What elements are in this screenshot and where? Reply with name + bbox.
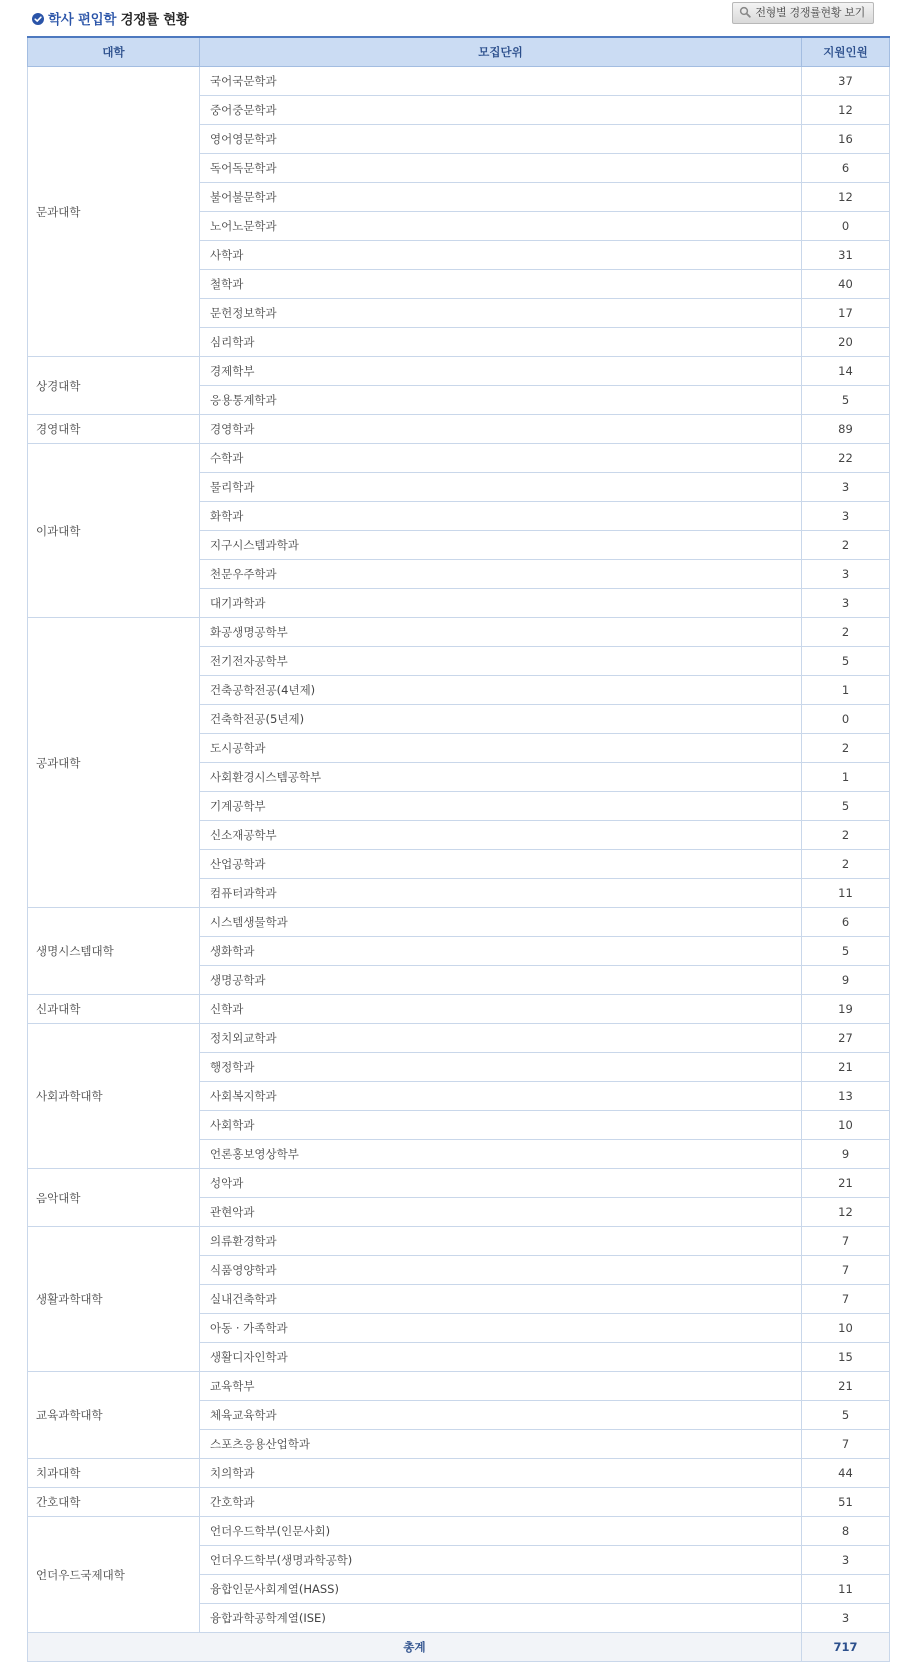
title-rest: 경쟁률 현황	[116, 12, 189, 28]
total-label: 총계	[28, 1633, 802, 1662]
department-cell: 철학과	[200, 270, 802, 299]
table-row	[28, 1459, 890, 1488]
college-cell: 언더우드국제대학	[28, 1517, 200, 1633]
department-cell: 심리학과	[200, 328, 802, 357]
department-cell: 언론홍보영상학부	[200, 1140, 802, 1169]
applicant-count-cell: 5	[802, 792, 890, 821]
applicant-count-cell: 7	[802, 1227, 890, 1256]
applicant-count-cell: 0	[802, 705, 890, 734]
applicant-count-cell: 11	[802, 1575, 890, 1604]
applicant-count-cell: 0	[802, 212, 890, 241]
college-cell: 생명시스템대학	[28, 908, 200, 995]
title-accent: 학사 편입학	[48, 12, 117, 28]
applicant-count-cell: 2	[802, 531, 890, 560]
department-cell: 수학과	[200, 444, 802, 473]
applicant-count-cell: 2	[802, 734, 890, 763]
college-cell: 상경대학	[28, 357, 200, 415]
college-cell: 치과대학	[28, 1459, 200, 1488]
department-cell: 행정학과	[200, 1053, 802, 1082]
department-cell: 경영학과	[200, 415, 802, 444]
department-cell: 사학과	[200, 241, 802, 270]
department-cell: 간호학과	[200, 1488, 802, 1517]
applicant-count-cell: 1	[802, 676, 890, 705]
table-body	[28, 67, 890, 1633]
college-cell: 문과대학	[28, 67, 200, 357]
total-value: 717	[802, 1633, 890, 1662]
applicant-count-cell: 2	[802, 618, 890, 647]
applicant-count-cell: 40	[802, 270, 890, 299]
applicant-count-cell: 5	[802, 1401, 890, 1430]
table-row	[28, 1517, 890, 1546]
applicant-count-cell: 3	[802, 589, 890, 618]
table-row	[28, 1227, 890, 1256]
department-cell: 노어노문학과	[200, 212, 802, 241]
table-row	[28, 1024, 890, 1053]
view-button-label: 전형별 경쟁률현황 보기	[755, 6, 865, 19]
department-cell: 응용통계학과	[200, 386, 802, 415]
applicant-count-cell: 51	[802, 1488, 890, 1517]
table-row	[28, 1488, 890, 1517]
table-row	[28, 618, 890, 647]
department-cell: 사회복지학과	[200, 1082, 802, 1111]
applicant-count-cell: 9	[802, 966, 890, 995]
applicant-count-cell: 21	[802, 1053, 890, 1082]
department-cell: 스포츠응용산업학과	[200, 1430, 802, 1459]
applicant-count-cell: 21	[802, 1169, 890, 1198]
college-cell: 생활과학대학	[28, 1227, 200, 1372]
applicant-count-cell: 89	[802, 415, 890, 444]
department-cell: 융합과학공학계열(ISE)	[200, 1604, 802, 1633]
department-cell: 화학과	[200, 502, 802, 531]
department-cell: 컴퓨터과학과	[200, 879, 802, 908]
department-cell: 지구시스템과학과	[200, 531, 802, 560]
applicant-count-cell: 11	[802, 879, 890, 908]
applicant-count-cell: 3	[802, 560, 890, 589]
applicants-table	[27, 36, 890, 1662]
applicant-count-cell: 10	[802, 1111, 890, 1140]
applicant-count-cell: 9	[802, 1140, 890, 1169]
applicant-count-cell: 3	[802, 1546, 890, 1575]
applicant-count-cell: 16	[802, 125, 890, 154]
applicant-count-cell: 37	[802, 67, 890, 96]
department-cell: 의류환경학과	[200, 1227, 802, 1256]
applicant-count-cell: 12	[802, 1198, 890, 1227]
applicant-count-cell: 6	[802, 154, 890, 183]
college-cell: 신과대학	[28, 995, 200, 1024]
applicant-count-cell: 12	[802, 96, 890, 125]
department-cell: 치의학과	[200, 1459, 802, 1488]
applicant-count-cell: 5	[802, 937, 890, 966]
department-cell: 성악과	[200, 1169, 802, 1198]
applicant-count-cell: 8	[802, 1517, 890, 1546]
header-applicants: 지원인원	[802, 37, 890, 67]
applicant-count-cell: 3	[802, 473, 890, 502]
department-cell: 국어국문학과	[200, 67, 802, 96]
department-cell: 시스템생물학과	[200, 908, 802, 937]
view-by-admission-type-button[interactable]	[732, 2, 874, 24]
department-cell: 영어영문학과	[200, 125, 802, 154]
applicant-count-cell: 2	[802, 850, 890, 879]
table-row	[28, 908, 890, 937]
department-cell: 문헌정보학과	[200, 299, 802, 328]
applicant-count-cell: 7	[802, 1285, 890, 1314]
table-row	[28, 1169, 890, 1198]
applicant-count-cell: 21	[802, 1372, 890, 1401]
department-cell: 건축공학전공(4년제)	[200, 676, 802, 705]
department-cell: 정치외교학과	[200, 1024, 802, 1053]
college-cell: 간호대학	[28, 1488, 200, 1517]
applicant-count-cell: 19	[802, 995, 890, 1024]
department-cell: 식품영양학과	[200, 1256, 802, 1285]
table-row	[28, 995, 890, 1024]
applicant-count-cell: 5	[802, 647, 890, 676]
department-cell: 실내건축학과	[200, 1285, 802, 1314]
department-cell: 언더우드학부(인문사회)	[200, 1517, 802, 1546]
magnifier-icon	[739, 6, 751, 18]
department-cell: 전기전자공학부	[200, 647, 802, 676]
department-cell: 융합인문사회계열(HASS)	[200, 1575, 802, 1604]
department-cell: 경제학부	[200, 357, 802, 386]
applicant-count-cell: 15	[802, 1343, 890, 1372]
table-row	[28, 67, 890, 96]
applicant-count-cell: 44	[802, 1459, 890, 1488]
college-cell: 이과대학	[28, 444, 200, 618]
applicant-count-cell: 2	[802, 821, 890, 850]
applicant-count-cell: 6	[802, 908, 890, 937]
department-cell: 관현악과	[200, 1198, 802, 1227]
department-cell: 사회학과	[200, 1111, 802, 1140]
department-cell: 사회환경시스템공학부	[200, 763, 802, 792]
college-cell: 교육과학대학	[28, 1372, 200, 1459]
department-cell: 산업공학과	[200, 850, 802, 879]
department-cell: 독어독문학과	[200, 154, 802, 183]
table-row	[28, 1372, 890, 1401]
department-cell: 생활디자인학과	[200, 1343, 802, 1372]
applicant-count-cell: 12	[802, 183, 890, 212]
applicant-count-cell: 3	[802, 502, 890, 531]
department-cell: 교육학부	[200, 1372, 802, 1401]
applicant-count-cell: 7	[802, 1256, 890, 1285]
college-cell: 사회과학대학	[28, 1024, 200, 1169]
department-cell: 중어중문학과	[200, 96, 802, 125]
department-cell: 생명공학과	[200, 966, 802, 995]
table-row	[28, 357, 890, 386]
header-department: 모집단위	[200, 37, 802, 67]
applicant-count-cell: 5	[802, 386, 890, 415]
header-college: 대학	[28, 37, 200, 67]
department-cell: 아동 · 가족학과	[200, 1314, 802, 1343]
department-cell: 물리학과	[200, 473, 802, 502]
department-cell: 도시공학과	[200, 734, 802, 763]
department-cell: 신소재공학부	[200, 821, 802, 850]
table-header-row	[28, 37, 890, 67]
department-cell: 불어불문학과	[200, 183, 802, 212]
applicant-count-cell: 22	[802, 444, 890, 473]
applicant-count-cell: 14	[802, 357, 890, 386]
applicant-count-cell: 10	[802, 1314, 890, 1343]
department-cell: 언더우드학부(생명과학공학)	[200, 1546, 802, 1575]
check-circle-icon	[32, 13, 44, 25]
table-row	[28, 444, 890, 473]
page-title	[32, 8, 189, 28]
department-cell: 대기과학과	[200, 589, 802, 618]
applicant-count-cell: 27	[802, 1024, 890, 1053]
college-cell: 공과대학	[28, 618, 200, 908]
department-cell: 생화학과	[200, 937, 802, 966]
total-row	[28, 1633, 890, 1662]
applicant-count-cell: 20	[802, 328, 890, 357]
department-cell: 화공생명공학부	[200, 618, 802, 647]
applicant-count-cell: 7	[802, 1430, 890, 1459]
department-cell: 기계공학부	[200, 792, 802, 821]
page-header	[32, 0, 874, 34]
department-cell: 체육교육학과	[200, 1401, 802, 1430]
college-cell: 음악대학	[28, 1169, 200, 1227]
applicant-count-cell: 3	[802, 1604, 890, 1633]
applicant-count-cell: 17	[802, 299, 890, 328]
applicant-count-cell: 13	[802, 1082, 890, 1111]
department-cell: 건축학전공(5년제)	[200, 705, 802, 734]
table-row	[28, 415, 890, 444]
college-cell: 경영대학	[28, 415, 200, 444]
department-cell: 천문우주학과	[200, 560, 802, 589]
applicant-count-cell: 31	[802, 241, 890, 270]
department-cell: 신학과	[200, 995, 802, 1024]
applicant-count-cell: 1	[802, 763, 890, 792]
